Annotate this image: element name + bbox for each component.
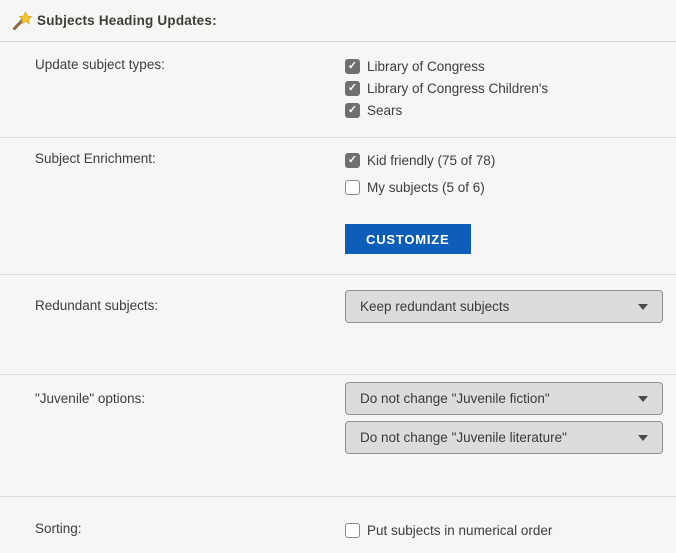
checkbox-label: Sears bbox=[367, 102, 403, 118]
section-update-subject-types bbox=[0, 42, 676, 138]
checkbox-label: My subjects (5 of 6) bbox=[367, 179, 485, 195]
checkbox-sears[interactable] bbox=[345, 101, 663, 119]
chevron-down-icon bbox=[638, 304, 648, 310]
panel-header bbox=[0, 0, 676, 42]
checkbox-box[interactable] bbox=[345, 103, 360, 118]
check-icon: ✓ bbox=[347, 59, 358, 72]
check-icon: ✓ bbox=[347, 103, 358, 116]
section-juvenile-options bbox=[0, 375, 676, 497]
chevron-down-icon bbox=[638, 435, 648, 441]
field-label-redundant-subjects: Redundant subjects: bbox=[35, 298, 159, 313]
field-label-subject-enrichment: Subject Enrichment: bbox=[35, 151, 156, 166]
juvenile-literature-select[interactable] bbox=[345, 421, 663, 454]
checkbox-box[interactable] bbox=[345, 153, 360, 168]
checkbox-label: Kid friendly (75 of 78) bbox=[367, 152, 496, 168]
checkbox-kid-friendly[interactable] bbox=[345, 151, 663, 169]
selected-option-label: Do not change "Juvenile fiction" bbox=[360, 391, 550, 406]
selected-option-label: Do not change "Juvenile literature" bbox=[360, 430, 567, 445]
chevron-down-icon bbox=[638, 396, 648, 402]
check-icon: ✓ bbox=[347, 153, 358, 166]
panel-title: Subjects Heading Updates: bbox=[37, 13, 217, 28]
checkbox-label: Put subjects in numerical order bbox=[367, 522, 553, 538]
field-label-update-subject-types: Update subject types: bbox=[35, 57, 165, 72]
checkbox-label: Library of Congress Children's bbox=[367, 80, 549, 96]
section-redundant-subjects bbox=[0, 275, 676, 375]
section-sorting bbox=[0, 497, 676, 553]
checkbox-box[interactable] bbox=[345, 81, 360, 96]
checkbox-numerical-order[interactable] bbox=[345, 521, 663, 539]
customize-button[interactable]: CUSTOMIZE bbox=[345, 224, 471, 254]
field-label-sorting: Sorting: bbox=[35, 521, 82, 536]
check-icon: ✓ bbox=[347, 81, 358, 94]
magic-wand-icon bbox=[12, 11, 32, 31]
selected-option-label: Keep redundant subjects bbox=[360, 299, 510, 314]
checkbox-library-of-congress-childrens[interactable] bbox=[345, 79, 663, 97]
checkbox-box[interactable] bbox=[345, 523, 360, 538]
section-subject-enrichment bbox=[0, 138, 676, 275]
checkbox-my-subjects[interactable] bbox=[345, 178, 663, 196]
checkbox-box[interactable] bbox=[345, 59, 360, 74]
checkbox-library-of-congress[interactable] bbox=[345, 57, 663, 75]
checkbox-box[interactable] bbox=[345, 180, 360, 195]
checkbox-label: Library of Congress bbox=[367, 58, 485, 74]
redundant-subjects-select[interactable] bbox=[345, 290, 663, 323]
field-label-juvenile-options: "Juvenile" options: bbox=[35, 391, 146, 406]
juvenile-fiction-select[interactable] bbox=[345, 382, 663, 415]
